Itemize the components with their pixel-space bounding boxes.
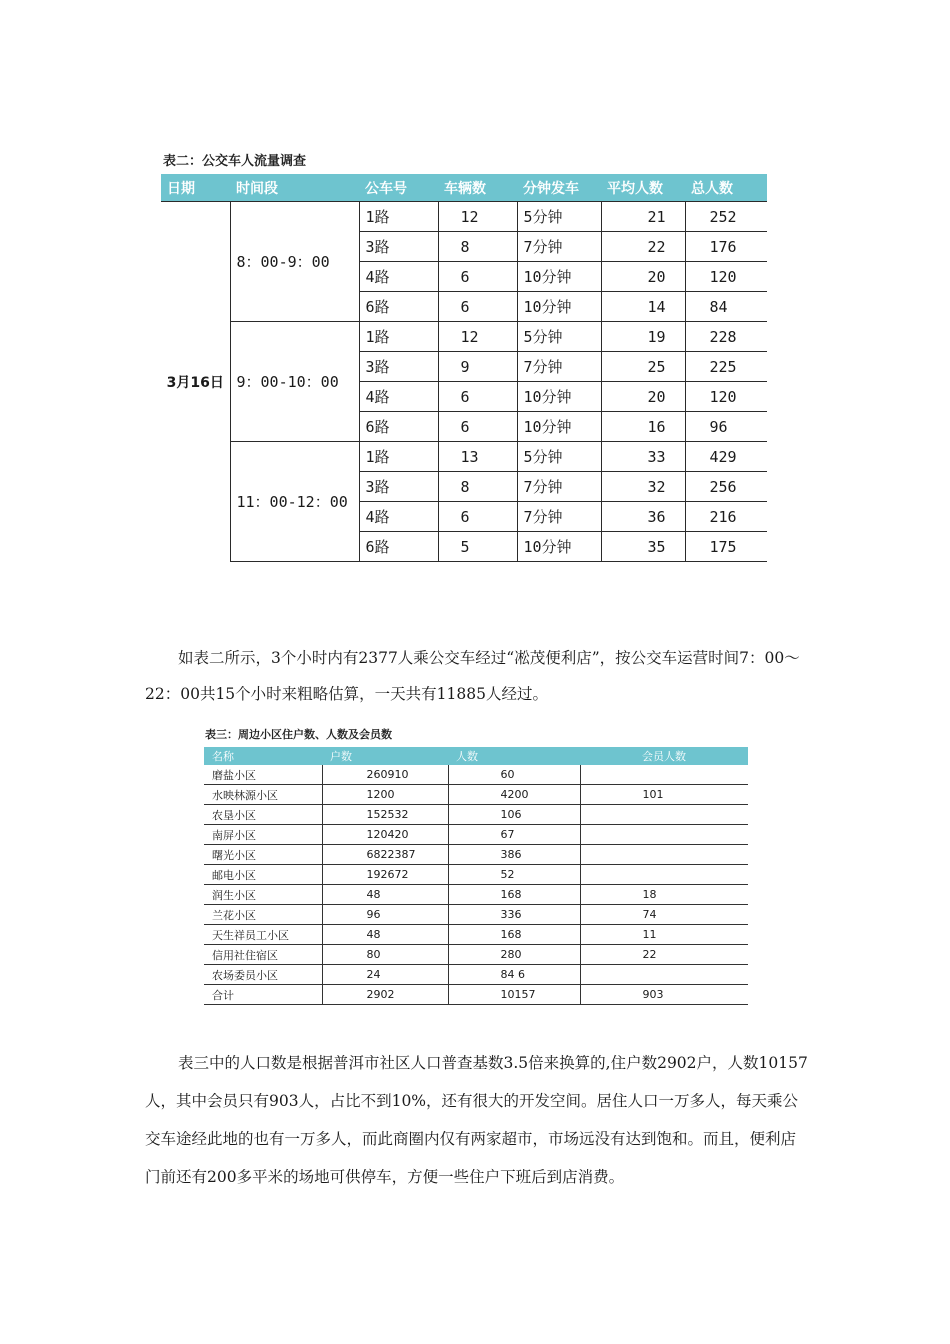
table2-cell: 4路 — [359, 382, 438, 412]
table3-cell: 192672 — [322, 865, 448, 885]
table2-cell: 20 — [601, 262, 685, 292]
table2-cell: 32 — [601, 472, 685, 502]
table3-cell: 74 — [580, 905, 748, 925]
table3-cell — [580, 825, 748, 845]
table3-cell: 4200 — [448, 785, 580, 805]
table3-cell: 84 6 — [448, 965, 580, 985]
table2-cell: 6 — [438, 412, 517, 442]
table2-cell: 5分钟 — [517, 442, 601, 472]
table2-cell: 6 — [438, 502, 517, 532]
table2-title: 表二：公交车人流量调查 — [163, 154, 307, 169]
table2-cell: 12 — [438, 322, 517, 352]
table3-row — [204, 865, 748, 885]
table2-cell: 228 — [685, 322, 767, 352]
table2-cell: 4路 — [359, 502, 438, 532]
table2-cell: 96 — [685, 412, 767, 442]
table3-row — [204, 765, 748, 785]
table2-cell: 16 — [601, 412, 685, 442]
time-slot-cell: 8：00-9：00 — [230, 202, 359, 322]
table2-cell: 21 — [601, 202, 685, 232]
table2-cell: 225 — [685, 352, 767, 382]
table3-cell: 农垦小区 — [204, 805, 322, 825]
table2-cell: 9 — [438, 352, 517, 382]
table2-cell: 6路 — [359, 412, 438, 442]
table2-cell: 5分钟 — [517, 322, 601, 352]
table2-cell: 10分钟 — [517, 262, 601, 292]
table3-cell — [580, 845, 748, 865]
table3-cell: 52 — [448, 865, 580, 885]
table3-row — [204, 925, 748, 945]
table2-cell: 4路 — [359, 262, 438, 292]
date-cell: 3月16日 — [161, 202, 230, 562]
table3-cell: 260910 — [322, 765, 448, 785]
table3-header-row — [204, 747, 748, 765]
table2-header-cell: 公车号 — [359, 174, 438, 202]
table3-cell: 24 — [322, 965, 448, 985]
table2-cell: 5分钟 — [517, 202, 601, 232]
table3-row — [204, 945, 748, 965]
table3-row — [204, 985, 748, 1005]
table2-cell: 256 — [685, 472, 767, 502]
table3-cell: 386 — [448, 845, 580, 865]
table3-cell: 2902 — [322, 985, 448, 1005]
table3-cell: 农场委员小区 — [204, 965, 322, 985]
table2-row — [161, 442, 767, 472]
table3-cell: 润生小区 — [204, 885, 322, 905]
table3-cell: 曙光小区 — [204, 845, 322, 865]
table2-header-cell: 日期 — [161, 174, 230, 202]
table2-cell: 176 — [685, 232, 767, 262]
table3-cell: 106 — [448, 805, 580, 825]
table2-cell: 3路 — [359, 232, 438, 262]
table2-cell: 7分钟 — [517, 472, 601, 502]
table3-cell: 96 — [322, 905, 448, 925]
table3-row — [204, 965, 748, 985]
time-slot-cell: 11：00-12：00 — [230, 442, 359, 562]
table2-header-cell: 平均人数 — [601, 174, 685, 202]
table3-cell — [580, 965, 748, 985]
table2-cell: 1路 — [359, 322, 438, 352]
table2-cell: 1路 — [359, 442, 438, 472]
table3-cell: 兰花小区 — [204, 905, 322, 925]
table2-header-cell: 分钟发车 — [517, 174, 601, 202]
table2-header-row — [161, 174, 767, 202]
table2-cell: 19 — [601, 322, 685, 352]
table3-header-cell: 人数 — [448, 747, 580, 765]
table3-cell: 60 — [448, 765, 580, 785]
table3-row — [204, 845, 748, 865]
table2-cell: 6 — [438, 382, 517, 412]
table2-cell: 120 — [685, 262, 767, 292]
table2-header-cell: 时间段 — [230, 174, 359, 202]
table3-cell: 11 — [580, 925, 748, 945]
table3-row — [204, 785, 748, 805]
table2-cell: 6 — [438, 292, 517, 322]
table3-cell: 22 — [580, 945, 748, 965]
table3-cell — [580, 805, 748, 825]
table2-cell: 20 — [601, 382, 685, 412]
table2-cell: 22 — [601, 232, 685, 262]
table3-cell: 18 — [580, 885, 748, 905]
table2-cell: 36 — [601, 502, 685, 532]
table2-cell: 120 — [685, 382, 767, 412]
table3-cell: 336 — [448, 905, 580, 925]
table2-cell: 216 — [685, 502, 767, 532]
paragraph-bus-traffic: 如表二所示，3个小时内有2377人乘公交车经过“凇茂便利店”，按公交车运营时间7：00～22：00共15个小时来粗略估算，一天共有11885人经过。 — [145, 649, 800, 703]
table2-cell: 6路 — [359, 532, 438, 562]
table3-cell: 903 — [580, 985, 748, 1005]
community-table — [204, 747, 748, 1005]
table2-cell: 7分钟 — [517, 232, 601, 262]
table2-header-cell: 总人数 — [685, 174, 767, 202]
table3-cell: 168 — [448, 885, 580, 905]
table2-cell: 429 — [685, 442, 767, 472]
table3-cell: 南屏小区 — [204, 825, 322, 845]
table3-cell: 101 — [580, 785, 748, 805]
table3-cell: 120420 — [322, 825, 448, 845]
table2-cell: 252 — [685, 202, 767, 232]
table2-cell: 1路 — [359, 202, 438, 232]
table3-cell: 48 — [322, 885, 448, 905]
table2-cell: 10分钟 — [517, 532, 601, 562]
table3-cell — [580, 765, 748, 785]
table2-cell: 6 — [438, 262, 517, 292]
table2-cell: 7分钟 — [517, 502, 601, 532]
table2-cell: 6路 — [359, 292, 438, 322]
table2-cell: 12 — [438, 202, 517, 232]
table2-cell: 5 — [438, 532, 517, 562]
table3-cell: 合计 — [204, 985, 322, 1005]
table3-cell: 邮电小区 — [204, 865, 322, 885]
table2-cell: 175 — [685, 532, 767, 562]
table2-row — [161, 322, 767, 352]
table2-header-cell: 车辆数 — [438, 174, 517, 202]
table2-cell: 35 — [601, 532, 685, 562]
table2-cell: 8 — [438, 472, 517, 502]
table3-cell: 168 — [448, 925, 580, 945]
table2-cell: 25 — [601, 352, 685, 382]
table3-title: 表三：周边小区住户数、人数及会员数 — [205, 728, 392, 741]
table3-row — [204, 905, 748, 925]
table2-cell: 10分钟 — [517, 382, 601, 412]
table2-cell: 3路 — [359, 472, 438, 502]
table2-cell: 10分钟 — [517, 412, 601, 442]
table2-cell: 84 — [685, 292, 767, 322]
table2-cell: 13 — [438, 442, 517, 472]
table3-header-cell: 户数 — [322, 747, 448, 765]
table3-cell: 80 — [322, 945, 448, 965]
table3-row — [204, 825, 748, 845]
table3-cell: 152532 — [322, 805, 448, 825]
table3-cell: 磨盐小区 — [204, 765, 322, 785]
table3-cell: 水映林源小区 — [204, 785, 322, 805]
table3-cell: 天生祥员工小区 — [204, 925, 322, 945]
bus-traffic-table — [161, 174, 767, 562]
paragraph-community-analysis: 表三中的人口数是根据普洱市社区人口普查基数3.5倍来换算的,住户数2902户，人数10157人，其中会员只有903人，占比不到10%，还有很大的开发空间。居住人口一万多人，每天乘公交车途经此地的也有一万多人，而此商圈内仅有两家超市，市场远没有达到饱和。而且，便利店门前还有200多平米的场地可供停车，方便一些住户下班后到店消费。 — [145, 1054, 808, 1186]
table3-cell: 信用社住宿区 — [204, 945, 322, 965]
time-slot-cell: 9：00-10：00 — [230, 322, 359, 442]
table3-row — [204, 805, 748, 825]
table3-cell: 10157 — [448, 985, 580, 1005]
table2-cell: 10分钟 — [517, 292, 601, 322]
table3-cell — [580, 865, 748, 885]
table2-cell: 14 — [601, 292, 685, 322]
table2-row — [161, 202, 767, 232]
table3-row — [204, 885, 748, 905]
table3-cell: 67 — [448, 825, 580, 845]
table3-header-cell: 会员人数 — [580, 747, 748, 765]
table2-cell: 33 — [601, 442, 685, 472]
table3-cell: 280 — [448, 945, 580, 965]
table2-cell: 8 — [438, 232, 517, 262]
table3-cell: 6822387 — [322, 845, 448, 865]
table3-header-cell: 名称 — [204, 747, 322, 765]
table2-cell: 3路 — [359, 352, 438, 382]
table2-cell: 7分钟 — [517, 352, 601, 382]
table3-cell: 1200 — [322, 785, 448, 805]
table3-cell: 48 — [322, 925, 448, 945]
